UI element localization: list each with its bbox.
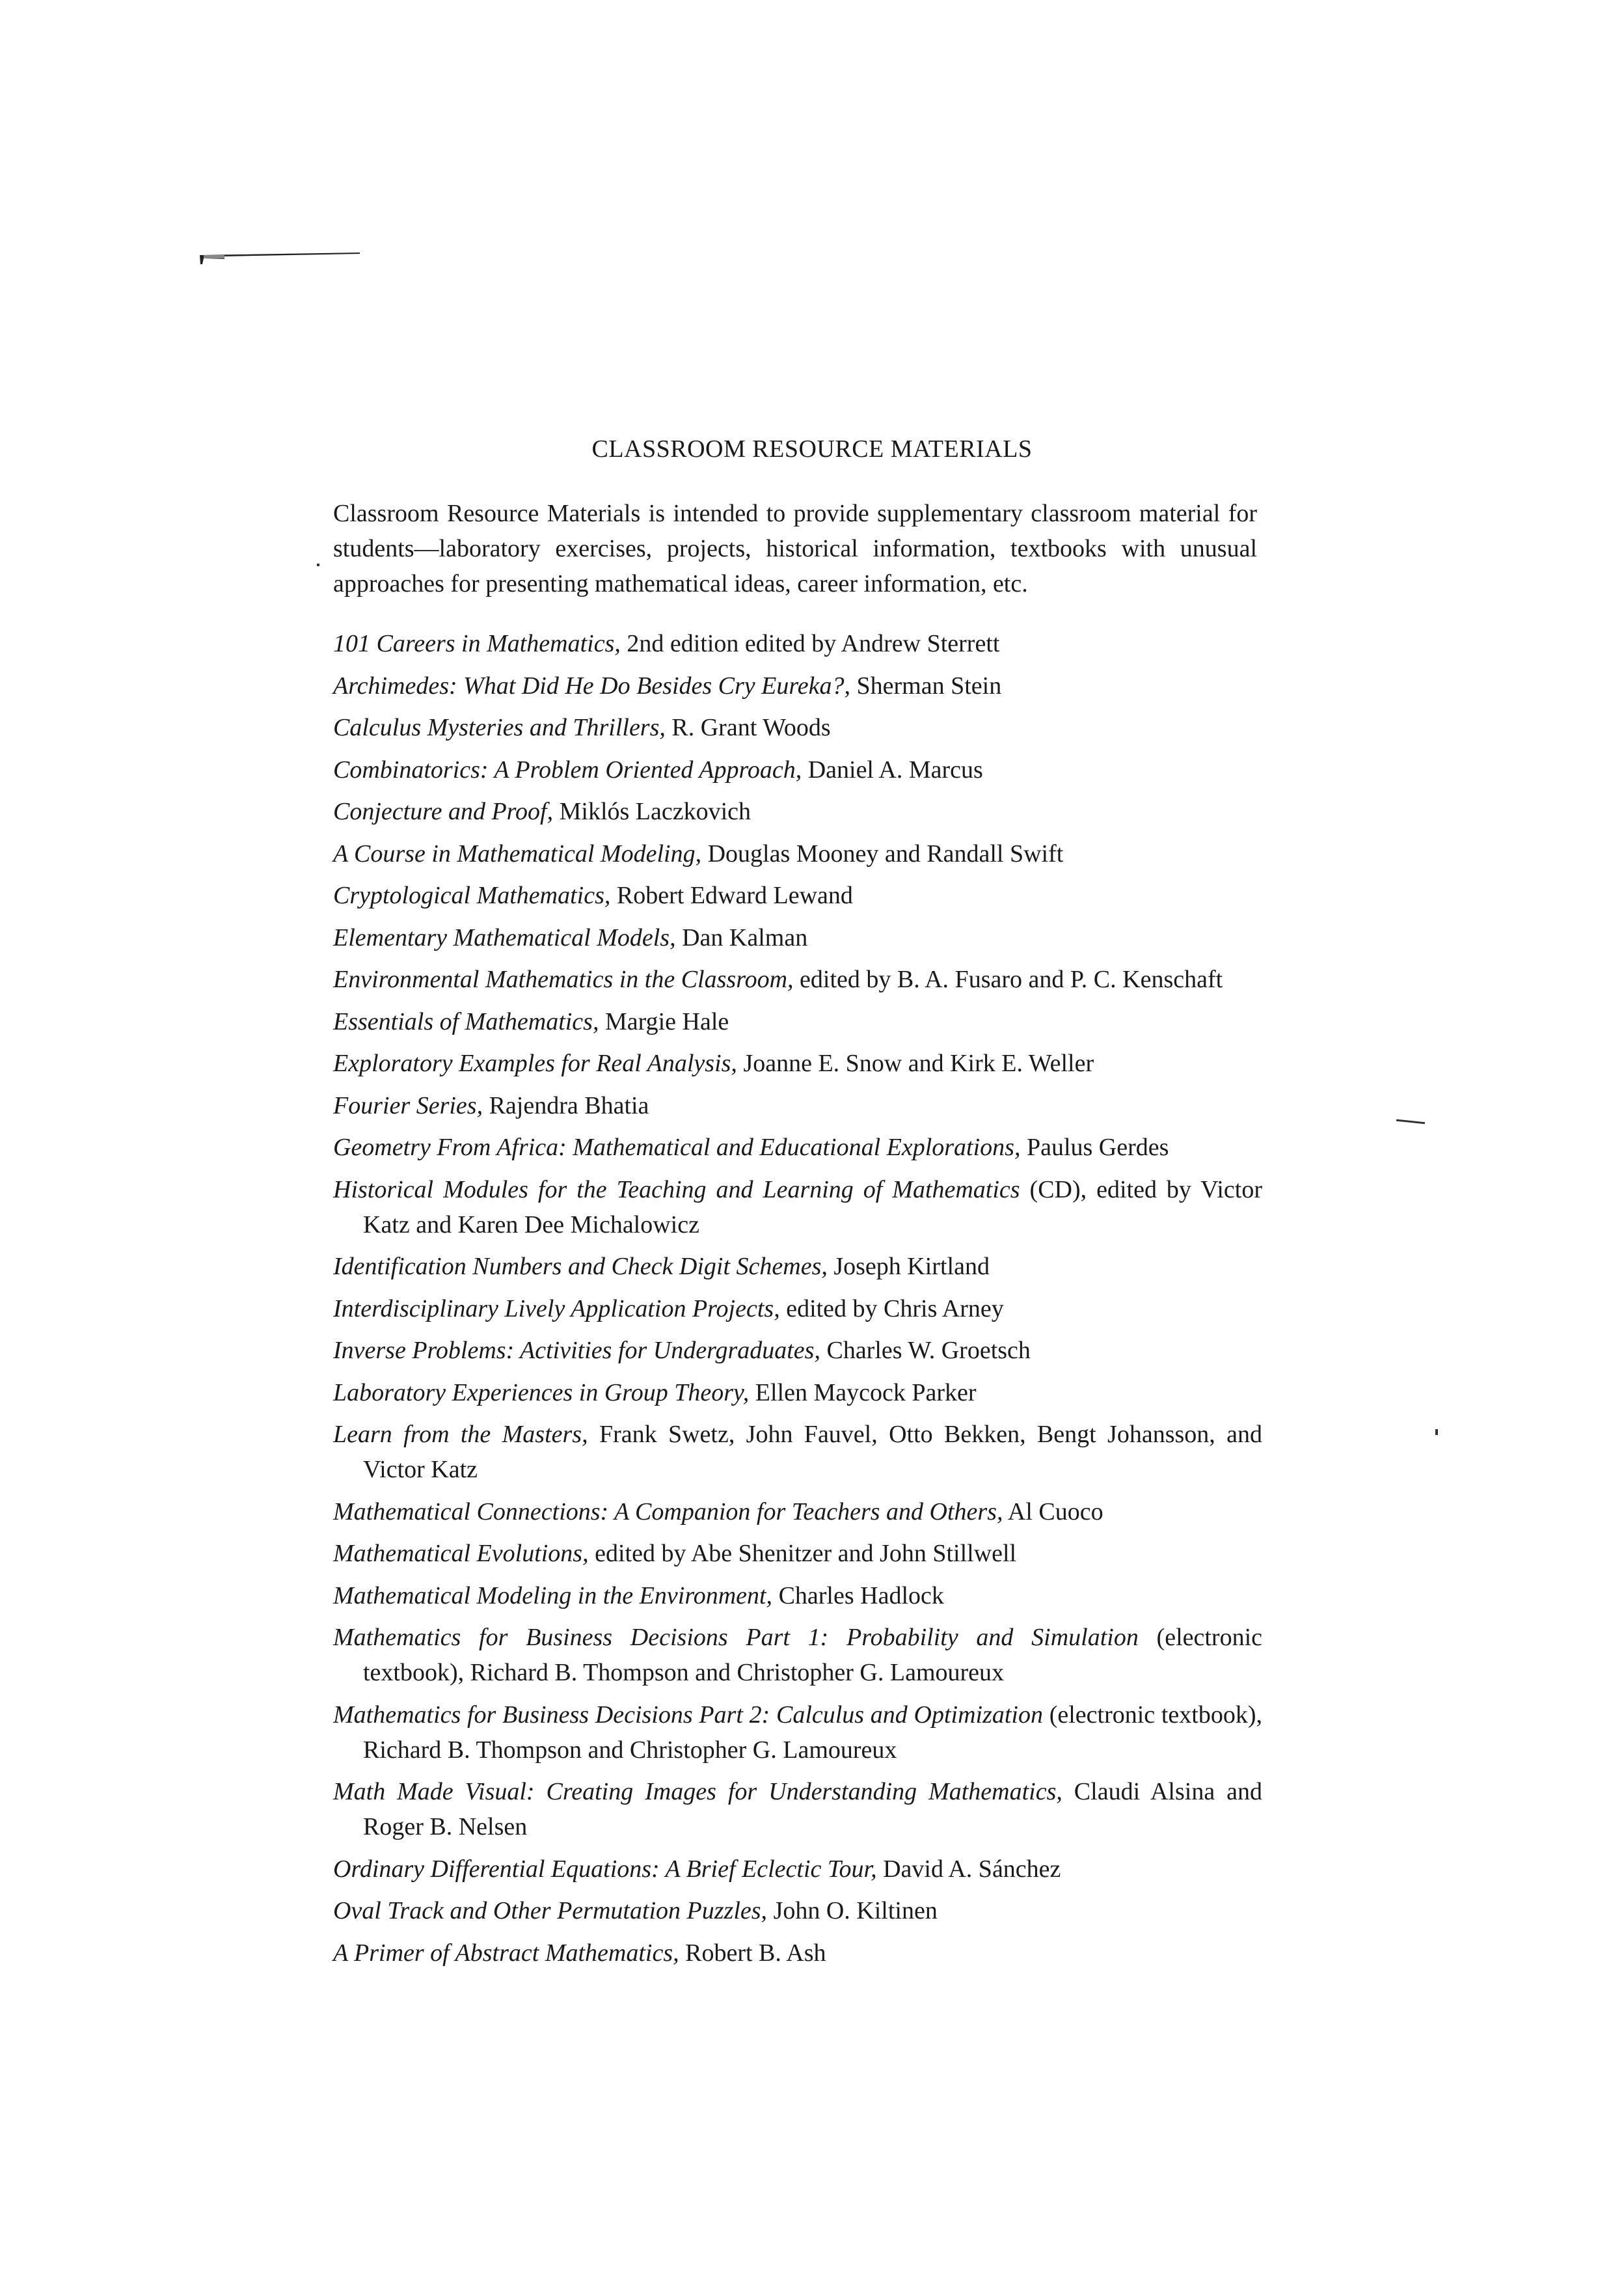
book-entry — [333, 878, 1262, 913]
book-entry — [333, 1893, 1262, 1928]
book-entry — [333, 1697, 1262, 1768]
book-details: (CD), edited by Victor Katz and Karen Dee Michalowicz — [363, 1175, 1262, 1238]
book-details: Sherman Stein — [850, 672, 1002, 700]
book-entry — [333, 752, 1262, 787]
book-details: R. Grant Woods — [665, 714, 831, 741]
book-details: Paulus Gerdes — [1020, 1134, 1169, 1161]
book-entry — [333, 626, 1262, 661]
book-details: Robert B. Ash — [679, 1939, 826, 1967]
book-title: 101 Careers in Mathematics, — [333, 630, 621, 657]
scan-speck — [317, 564, 319, 566]
book-details: Miklós Laczkovich — [553, 798, 751, 825]
book-entry — [333, 1578, 1262, 1613]
book-entry — [333, 1536, 1262, 1571]
book-entry — [333, 794, 1262, 829]
book-details: (electronic textbook), Richard B. Thompson and Christopher G. Lamoureux — [363, 1701, 1262, 1764]
book-details: John O. Kiltinen — [767, 1897, 938, 1924]
intro-paragraph: Classroom Resource Materials is intended to provide supplementary classroom material for students—laboratory exercises, projects, historical information, textbooks with unusual approaches for presenting mathematical ideas, career information, etc. — [333, 500, 1257, 597]
book-details: Claudi Alsina and Roger B. Nelsen — [363, 1778, 1262, 1840]
book-details: David A. Sánchez — [876, 1855, 1061, 1883]
book-details: Ellen Maycock Parker — [749, 1378, 977, 1406]
book-entry — [333, 1172, 1262, 1242]
page-title: CLASSROOM RESOURCE MATERIALS — [591, 435, 1033, 463]
book-title: A Course in Mathematical Modeling, — [333, 840, 702, 868]
book-entry — [333, 1852, 1262, 1887]
book-details: (electronic textbook), Richard B. Thompson and Christopher G. Lamoureux — [363, 1624, 1262, 1686]
book-details: Rajendra Bhatia — [483, 1091, 649, 1119]
book-title: Geometry From Africa: Mathematical and Educational Explorations, — [333, 1134, 1021, 1161]
book-title: Mathematical Connections: A Companion for Teachers and Others, — [333, 1497, 1003, 1525]
book-entry — [333, 1004, 1262, 1039]
book-entry — [333, 1935, 1262, 1971]
book-details: Charles Hadlock — [772, 1581, 944, 1609]
book-title: Mathematical Evolutions, — [333, 1540, 589, 1567]
book-entry — [333, 1333, 1262, 1368]
book-title: Combinatorics: A Problem Oriented Approach, — [333, 756, 802, 784]
book-entry — [333, 1291, 1262, 1326]
book-title: Math Made Visual: Creating Images for Understanding Mathematics, — [333, 1778, 1062, 1805]
scan-artifact-mark — [198, 250, 361, 264]
book-entry — [333, 1494, 1262, 1529]
book-entry — [333, 1088, 1262, 1123]
scan-speck — [1435, 1429, 1438, 1435]
book-details: Joanne E. Snow and Kirk E. Weller — [737, 1050, 1094, 1077]
book-title: Mathematics for Business Decisions Part 2: Calculus and Optimization — [333, 1701, 1043, 1729]
scan-speck — [1396, 1119, 1425, 1125]
book-entry — [333, 1046, 1262, 1081]
book-title: Exploratory Examples for Real Analysis, — [333, 1050, 737, 1077]
book-details: Frank Swetz, John Fauvel, Otto Bekken, Bengt Johansson, and Victor Katz — [363, 1421, 1262, 1483]
book-title: Conjecture and Proof, — [333, 798, 554, 825]
book-details: Al Cuoco — [1003, 1497, 1103, 1525]
book-title: Cryptological Mathematics, — [333, 882, 611, 909]
book-title: Historical Modules for the Teaching and Learning of Mathematics — [333, 1175, 1020, 1203]
book-details: Charles W. Groetsch — [820, 1337, 1031, 1364]
book-title: Mathematics for Business Decisions Part 1: Probability and Simulation — [333, 1624, 1139, 1651]
book-details: Daniel A. Marcus — [802, 756, 983, 784]
book-title: Archimedes: What Did He Do Besides Cry Eureka?, — [333, 672, 850, 700]
book-title: Laboratory Experiences in Group Theory, — [333, 1378, 750, 1406]
book-entry — [333, 920, 1262, 955]
book-details: edited by Abe Shenitzer and John Stillwell — [588, 1540, 1017, 1567]
book-title: Identification Numbers and Check Digit Schemes, — [333, 1253, 828, 1280]
book-entry — [333, 1620, 1262, 1690]
book-details: 2nd edition edited by Andrew Sterrett — [620, 630, 1000, 657]
book-entry — [333, 1774, 1262, 1844]
book-entry — [333, 962, 1262, 997]
book-details: edited by Chris Arney — [779, 1294, 1004, 1322]
book-title: Fourier Series, — [333, 1091, 483, 1119]
book-entry — [333, 668, 1262, 704]
book-entry — [333, 836, 1262, 871]
book-title: Oval Track and Other Permutation Puzzles, — [333, 1897, 768, 1924]
book-details: Douglas Mooney and Randall Swift — [701, 840, 1064, 868]
book-details: edited by B. A. Fusaro and P. C. Kenschaft — [793, 966, 1223, 993]
book-entry — [333, 1249, 1262, 1284]
book-title: Calculus Mysteries and Thrillers, — [333, 714, 666, 741]
book-title: Mathematical Modeling in the Environment, — [333, 1581, 773, 1609]
book-entry — [333, 1417, 1262, 1487]
book-title: Elementary Mathematical Models, — [333, 923, 676, 951]
book-details: Margie Hale — [599, 1007, 729, 1035]
book-details: Dan Kalman — [675, 923, 808, 951]
book-entry — [333, 1375, 1262, 1410]
book-entry — [333, 1130, 1262, 1165]
book-title: Ordinary Differential Equations: A Brief Eclectic Tour, — [333, 1855, 877, 1883]
book-entry — [333, 710, 1262, 745]
book-title: A Primer of Abstract Mathematics, — [333, 1939, 679, 1967]
book-details: Robert Edward Lewand — [610, 882, 853, 909]
book-title: Inverse Problems: Activities for Undergraduates, — [333, 1337, 820, 1364]
book-title: Interdisciplinary Lively Application Projects, — [333, 1294, 780, 1322]
book-details: Joseph Kirtland — [827, 1253, 990, 1280]
book-title: Environmental Mathematics in the Classroom, — [333, 966, 794, 993]
book-title: Essentials of Mathematics, — [333, 1007, 599, 1035]
book-list — [333, 626, 1262, 1977]
book-title: Learn from the Masters, — [333, 1421, 588, 1448]
